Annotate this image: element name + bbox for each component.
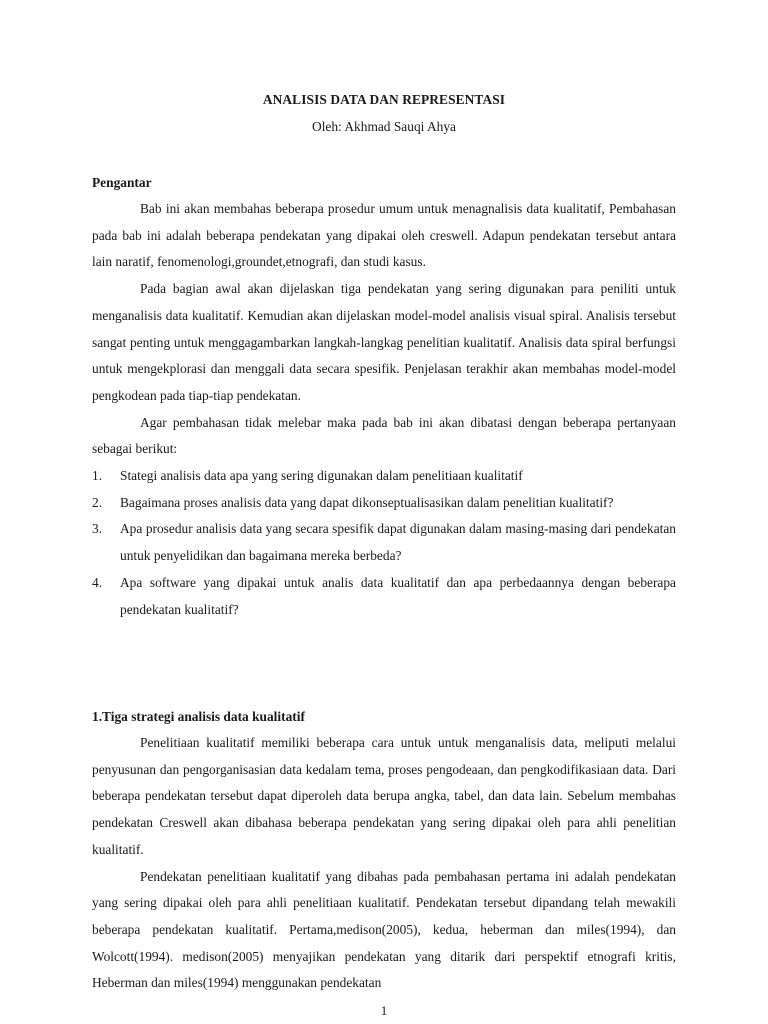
document-title: ANALISIS DATA DAN REPRESENTASI: [262, 92, 506, 107]
document-author: Oleh: Akhmad Sauqi Ahya: [312, 119, 456, 134]
list-item: [92, 463, 676, 490]
list-item-text: Bagaimana proses analisis data yang dapat dikonseptualisasikan dalam penelitian kualitatif?: [120, 494, 614, 510]
list-item-text: Stategi analisis data apa yang sering digunakan dalam penelitiaan kualitatif: [120, 468, 523, 484]
list-item-text: Apa prosedur analisis data yang secara spesifik dapat digunakan dalam masing-masing dari pendekatan untuk penyelidikan dan bagaimana mereka berbeda?: [120, 521, 676, 564]
list-item: [92, 516, 676, 569]
intro-paragraph-1: Bab ini akan membahas beberapa prosedur umum untuk menagnalisis data kualitatif, Pembahasan pada bab ini adalah beberapa pendekatan yang dipakai oleh creswell. Adapun pendekatan tersebut antara lain naratif, fenomenologi,groundet,etnografi, dan studi kasus.: [92, 201, 676, 270]
list-item: [92, 570, 676, 623]
page-number: 1: [380, 1003, 388, 1018]
intro-paragraph-3: Agar pembahasan tidak melebar maka pada bab ini akan dibatasi dengan beberapa pertanyaan sebagai berikut:: [92, 414, 676, 457]
question-list: [92, 463, 676, 623]
list-item-number: 4.: [92, 574, 103, 590]
list-item-number: 2.: [92, 494, 103, 510]
list-item: [92, 490, 676, 517]
list-item-number: 3.: [92, 521, 103, 537]
section-1-paragraph-2: Pendekatan penelitiaan kualitatif yang dibahas pada pembahasan pertama ini adalah pendekatan yang sering dipakai oleh para ahli penelitiaan kualitatif. Pendekatan tersebut dipandang telah mewakili beberapa pendekatan kualitatif. Pertama,medison(2005), kedua, heberman dan miles(1994), dan Wolcott(1994). medison(2005) menyajikan pendekatan yang ditarik dari perspektif etnografi kritis, Heberman dan miles(1994) menggunakan pendekatan: [92, 868, 676, 991]
section-1-heading: 1.Tiga strategi analisis data kualitatif: [92, 709, 305, 724]
section-1-paragraph-1: Penelitiaan kualitatif memiliki beberapa cara untuk untuk menganalisis data, meliputi melalui penyusunan dan pengorganisasian data kedalam tema, proses pengodeaan, dan pengkodifikasiaan data. Dari beberapa pendekatan tersebut dapat diperoleh data berupa angka, tabel, dan data lain. Sebelum membahas pendekatan Creswell akan dibahasa beberapa pendekatan yang sering dipakai oleh para ahli penelitian kualitatif.: [92, 735, 676, 857]
list-item-text: Apa software yang dipakai untuk analis data kualitatif dan apa perbedaannya dengan beberapa pendekatan kualitatif?: [120, 574, 676, 617]
intro-section: [92, 169, 676, 623]
list-item-number: 1.: [92, 468, 103, 484]
intro-heading: Pengantar: [92, 175, 152, 190]
intro-paragraph-2: Pada bagian awal akan dijelaskan tiga pendekatan yang sering digunakan para peniliti untuk menganalisis data kualitatif. Kemudian akan dijelaskan model-model analisis visual spiral. Analisis tersebut sangat penting untuk menggagambarkan langkah-langkag penelitian kualitatif. Analisis data spiral berfungsi untuk mengekplorasi dan menggali data secara spesifik. Penjelasan terakhir akan membahas model-model pengkodean pada tiap-tiap pendekatan.: [92, 281, 676, 403]
document-page: [92, 0, 676, 1024]
section-1: [92, 703, 676, 997]
